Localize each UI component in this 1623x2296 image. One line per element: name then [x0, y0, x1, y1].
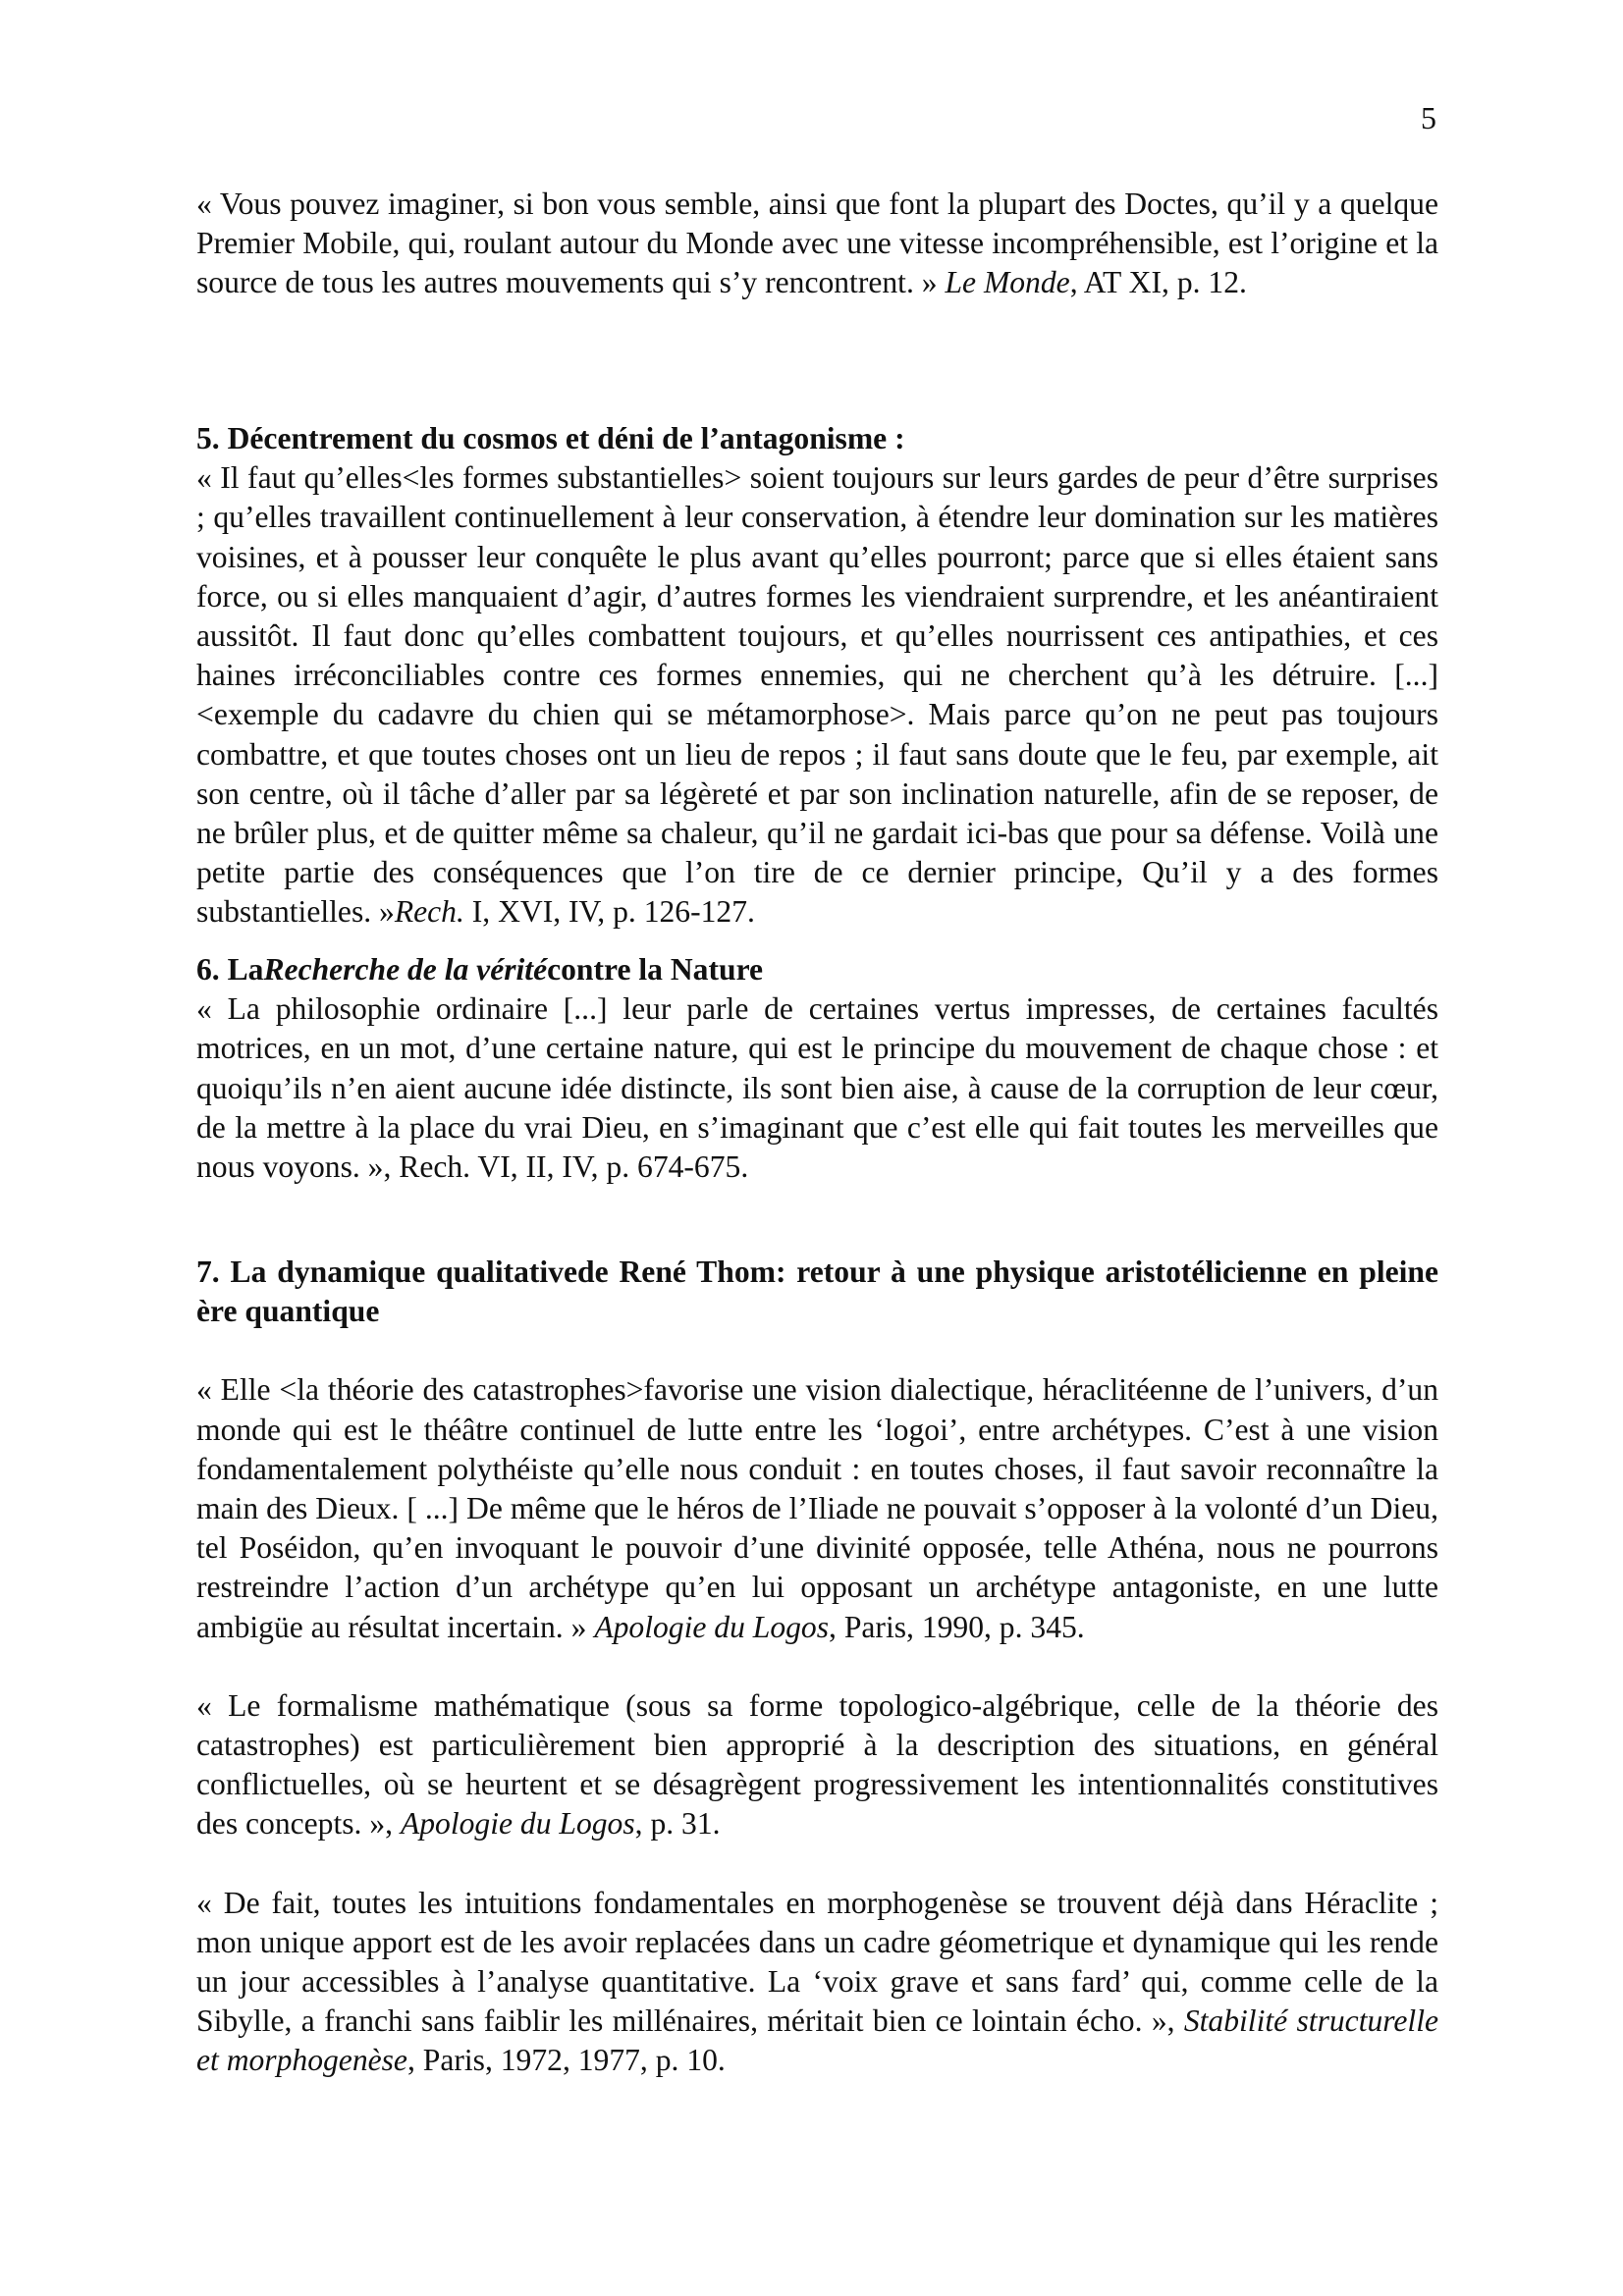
- heading-prefix: 6. La: [196, 952, 264, 987]
- source-title: Stabilité structurelle et morphogenèse: [196, 2003, 1438, 2078]
- section-heading: 5. Décentrement du cosmos et déni de l’antagonisme :: [196, 421, 905, 455]
- quote-paragraph: [196, 1370, 1438, 1646]
- section-heading: [196, 950, 1438, 989]
- quote-text: « Il faut qu’elles<les formes substantielles> soient toujours sur leurs gardes de peur d’être surprises ; qu’elles travaillent continuellement à leur conservation, à étendre leur domination sur les matières voisines, et à pousser leur conquête le plus avant qu’elles pourront; parce que si elles étaient sans force, ou si elles manquaient d’agir, d’autres formes les viendraient surprendre, et les anéantiraient aussitôt. Il faut donc qu’elles combattent toujours, et qu’elles nourrissent ces antipathies, et ces haines irréconciliables contre ces formes ennemies, qui ne cherchent qu’à les détruire. [...] <exemple du cadavre du chien qui se métamorphose>. Mais parce qu’on ne peut pas toujours combattre, et que toutes choses ont un lieu de repos ; il faut sans doute que le feu, par exemple, ait son centre, où il tâche d’aller par sa légèreté et par son inclination naturelle, afin de se reposer, de ne brûler plus, et de quitter même sa chaleur, qu’il ne gardait ici-bas que pour sa défense. Voilà une petite partie des conséquences que l’on tire de ce dernier principe, Qu’il y a des formes substantielles. »: [196, 460, 1438, 930]
- source-title: Apologie du Logos: [400, 1806, 635, 1842]
- quote-text: « Le formalisme mathématique (sous sa forme topologico-algébrique, celle de la théorie des catastrophes) est particulièrement bien approprié à la description des situations, en général conflictuelles, où se heurtent et se désagrègent progressivement les intentionnalités constitutives des concepts. »,: [196, 1687, 1438, 1842]
- source-reference: , Paris, 1972, 1977, p. 10.: [406, 2043, 726, 2078]
- section-heading: 7. La dynamique qualitativede René Thom: retour à une physique aristotélicienne en pleine ère quantique: [196, 1255, 1438, 1329]
- quote-text: « Vous pouvez imaginer, si bon vous semble, ainsi que font la plupart des Doctes, qu’il y a quelque Premier Mobile, qui, roulant autour du Monde avec une vitesse incompréhensible, est l’origine et la source de tous les autres mouvements qui s’y rencontrent. »: [196, 187, 1438, 300]
- source-reference: , AT XI, p. 12.: [1069, 265, 1247, 300]
- section-5: [196, 419, 1438, 933]
- quote-paragraph: [196, 458, 1438, 932]
- heading-suffix: contre la Nature: [547, 952, 764, 987]
- quote-paragraph: « La philosophie ordinaire [...] leur parle de certaines vertus impresses, de certaines facultés motrices, en un mot, d’une certaine nature, qui est le principe du mouvement de chaque chose : et quoiqu’ils n’en aient aucune idée distincte, ils sont bien aise, à cause de la corruption de leur cœur, de la mettre à la place du vrai Dieu, en s’imaginant que c’est elle qui fait toutes les merveilles que nous voyons. », Rech. VI, II, IV, p. 674-675.: [196, 991, 1438, 1185]
- quote-text: « Elle <la théorie des catastrophes>favorise une vision dialectique, héraclitéenne de l’univers, d’un monde qui est le théâtre continuel de lutte entre les ‘logoi’, entre archétypes. C’est à une vision fondamentalement polythéiste qu’elle nous conduit : en toutes choses, il faut savoir reconnaître la main des Dieux. [ ...] De même que le héros de l’Iliade ne pouvait s’opposer à la volonté d’un Dieu, tel Poséidon, qu’en invoquant le pouvoir d’une divinité opposée, telle Athéna, nous ne pourrons restreindre l’action d’un archétype qu’en lui opposant un archétype antagoniste, en une lutte ambigüe au résultat incertain. »: [196, 1372, 1438, 1644]
- quote-paragraph: [196, 1686, 1438, 1844]
- heading-italic-title: Recherche de la vérité: [263, 952, 548, 987]
- page-number: 5: [1421, 100, 1436, 135]
- source-title: Rech.: [394, 894, 464, 930]
- quote-text: « De fait, toutes les intuitions fondamentales en morphogenèse se trouvent déjà dans Héraclite ; mon unique apport est de les avoir replacées dans un cadre géometrique et dynamique qui les rende un jour accessibles à l’analyse quantitative. La ‘voix grave et sans fard’ qui, comme celle de la Sibylle, a franchi sans faiblir les millénaires, méritait bien ce lointain écho. »,: [196, 1885, 1438, 2039]
- source-reference: I, XVI, IV, p. 126-127.: [463, 894, 755, 930]
- quote-paragraph: [196, 1884, 1438, 2081]
- quote-paragraph: [196, 185, 1438, 303]
- section-7: [196, 1253, 1438, 2081]
- source-title: Apologie du Logos: [594, 1609, 830, 1644]
- source-reference: , p. 31.: [634, 1806, 721, 1842]
- source-title: Le Monde: [945, 265, 1070, 300]
- quote-le-monde: [196, 185, 1438, 303]
- section-6: [196, 950, 1438, 1187]
- source-reference: , Paris, 1990, p. 345.: [829, 1609, 1085, 1644]
